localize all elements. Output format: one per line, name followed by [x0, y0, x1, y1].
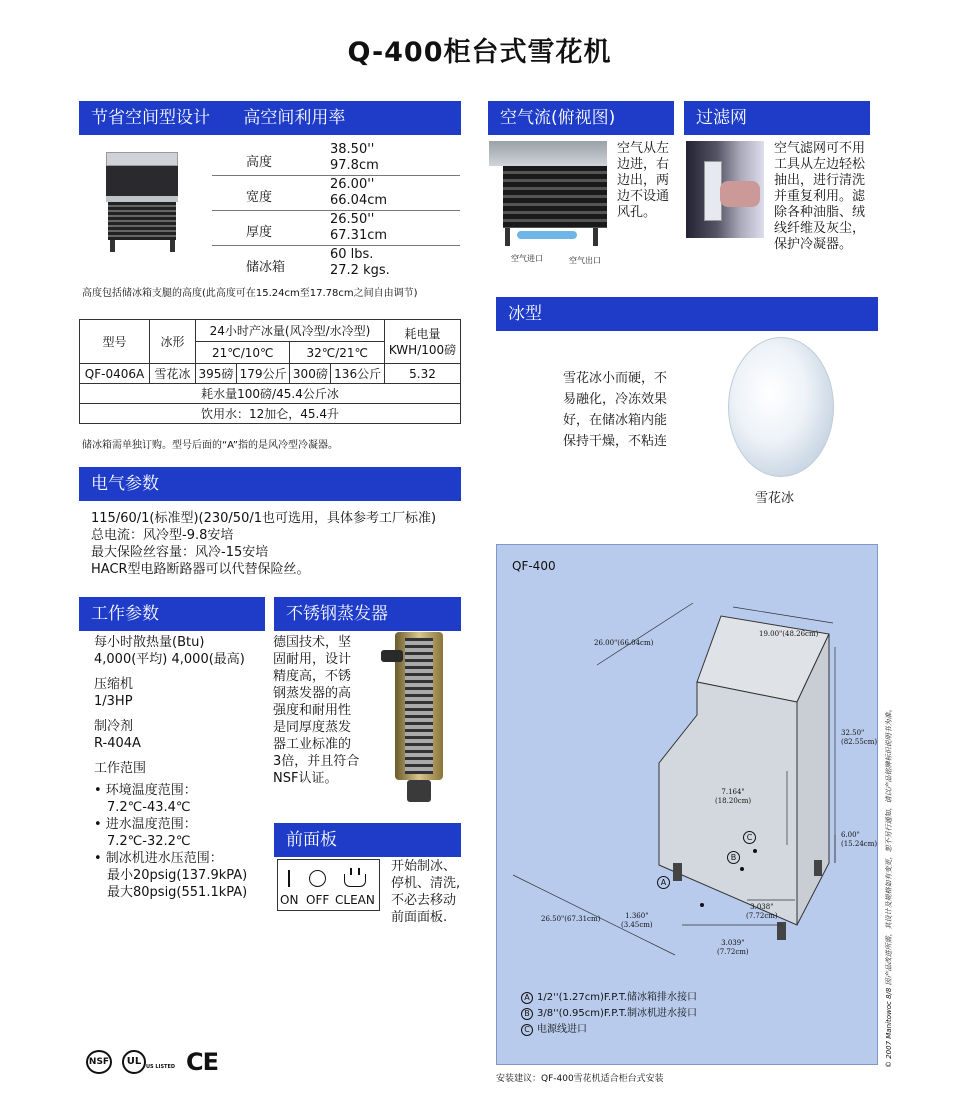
work-ref-value: R-404A — [94, 736, 141, 751]
dim-height: 32.50" (82.55cm) — [841, 729, 878, 746]
spec-value-in: 26.50'' — [330, 212, 375, 227]
spec-value-in: 38.50'' — [330, 142, 375, 157]
work-range-ambient-label: • 环境温度范围： — [94, 783, 197, 798]
spec-label: 储冰箱 — [246, 260, 286, 275]
spec-value-cm: 27.2 kgs. — [330, 263, 390, 278]
clean-label: CLEAN — [335, 893, 375, 907]
on-icon — [288, 870, 290, 887]
dimension-drawing-panel — [496, 544, 878, 1065]
work-range-pressure-max: 最大80psig(551.1kPA) — [107, 885, 248, 900]
electric-line: HACR型电路断路器可以代替保险丝。 — [91, 562, 310, 577]
work-range-pressure-label: • 制冰机进水压范围： — [94, 851, 223, 866]
certification-logos — [86, 1048, 226, 1076]
ice-caption: 雪花冰 — [755, 491, 795, 506]
section-airflow-header: 空气流(俯视图) — [488, 101, 674, 135]
dim-width: 26.00"(66.04cm) — [594, 639, 654, 647]
front-panel-controls — [277, 859, 380, 911]
snowflake-ice-image — [728, 337, 834, 477]
work-range-ambient-value: 7.2℃-43.4℃ — [107, 800, 191, 815]
spec-value-cm: 66.04cm — [330, 193, 388, 208]
dim-6: 6.00" (15.24cm) — [841, 831, 878, 848]
spec-label: 高度 — [246, 155, 273, 170]
spec-value-cm: 67.31cm — [330, 228, 388, 243]
ul-logo: UL — [122, 1050, 146, 1074]
ce-logo: CE — [186, 1048, 219, 1076]
filter-image — [686, 141, 764, 238]
work-range-water-label: • 进水温度范围： — [94, 817, 197, 832]
ice-text: 雪花冰小而硬，不 易融化，冷冻效果 好，在储冰箱内能 保持干燥，不粘连 — [563, 371, 668, 449]
electric-params — [91, 510, 436, 578]
section-space-title: 节省空间型设计 — [91, 108, 210, 128]
air-out-label: 空气出口 — [569, 256, 601, 265]
table-header-output: 24小时产冰量(风冷型/水冷型) — [196, 320, 385, 342]
electric-line: 115/60/1(标准型)(230/50/1也可选用，具体参考工厂标准) — [91, 511, 437, 526]
dim-depth-top: 19.00"(48.26cm) — [759, 630, 819, 638]
section-front-panel-header: 前面板 — [274, 823, 461, 857]
table-cell-model: QF-0406A — [80, 364, 150, 384]
airflow-text: 空气从左 边进，右 边出，两 边不设通 风孔。 — [617, 141, 670, 220]
table-header-power: 耗电量 KWH/100磅 — [385, 320, 461, 364]
table-cell-water: 耗水量100磅/45.4公斤冰 — [80, 384, 461, 404]
section-filter-header: 过滤网 — [684, 101, 870, 135]
evaporator-image — [381, 628, 459, 804]
marker-c: C — [743, 831, 756, 844]
off-icon — [309, 870, 326, 887]
work-heat-label: 每小时散热量(Btu) — [94, 635, 205, 650]
spec-label: 厚度 — [246, 225, 273, 240]
airflow-image — [489, 141, 607, 269]
table-cell-output: 395磅 — [196, 364, 237, 384]
work-heat-value: 4,000(平均) 4,000(最高) — [94, 652, 245, 667]
ul-listed-label: US LISTED — [146, 1064, 176, 1070]
section-evaporator-header: 不锈钢蒸发器 — [274, 597, 461, 631]
dim-7164: 7.164" (18.20cm) — [715, 788, 752, 805]
table-cell-power: 5.32 — [385, 364, 461, 384]
spec-row-bin — [212, 246, 460, 281]
drawing-legend: A 1/2''(1.27cm)F.P.T.储冰箱排水接口 B 3/8''(0.95cm)F.P.T.制冰机进水接口 C 电源线进口 — [521, 990, 697, 1038]
table-cell-output: 300磅 — [290, 364, 331, 384]
marker-a: A — [657, 876, 670, 889]
section-space-header — [79, 101, 461, 135]
air-in-label: 空气进口 — [511, 254, 543, 263]
work-range-water-value: 7.2℃-32.2℃ — [107, 834, 191, 849]
section-electric-header: 电气参数 — [79, 467, 461, 501]
section-ice-type-header: 冰型 — [496, 297, 878, 331]
dimension-drawing — [497, 545, 879, 1066]
spec-value-in: 26.00'' — [330, 177, 375, 192]
dim-3038: 3.038" (7.72cm) — [746, 903, 778, 920]
height-note: 高度包括储冰箱支腿的高度(此高度可在15.24cm至17.78cm之间自由调节) — [82, 288, 418, 299]
dim-depth: 26.50"(67.31cm) — [541, 915, 601, 923]
legend-a: 1/2''(1.27cm)F.P.T.储冰箱排水接口 — [537, 992, 697, 1003]
dim-3039: 3.039" (7.72cm) — [717, 939, 749, 956]
dim-1360: 1.360" (3.45cm) — [621, 912, 653, 929]
spec-value-cm: 97.8cm — [330, 158, 379, 173]
work-params — [94, 634, 247, 901]
clean-icon — [344, 868, 366, 887]
table-header-model: 型号 — [80, 320, 150, 364]
evaporator-text: 德国技术，坚 固耐用，设计 精度高，不锈 钢蒸发器的高 强度和耐用性 是同厚度蒸发 器工业标准的 3倍，并且符合 NSF认证。 — [273, 635, 360, 786]
front-panel-text: 开始制冰、 停机、清洗, 不必去移动 前面面板. — [391, 859, 461, 925]
electric-line: 总电流：风冷型-9.8安培 — [91, 528, 234, 543]
legend-b: 3/8''(0.95cm)F.P.T.制冰机进水接口 — [537, 1008, 697, 1019]
section-space-subtitle: 高空间利用率 — [243, 108, 346, 128]
table-header-shape: 冰形 — [150, 320, 196, 364]
table-header-temp2: 32℃/21℃ — [290, 342, 385, 364]
off-label: OFF — [306, 893, 330, 907]
marker-b: B — [727, 851, 740, 864]
spec-label: 宽度 — [246, 190, 273, 205]
electric-line: 最大保险丝容量：风冷-15安培 — [91, 545, 269, 560]
on-label: ON — [280, 893, 299, 907]
work-comp-value: 1/3HP — [94, 694, 133, 709]
spec-value-in: 60 lbs. — [330, 247, 374, 262]
table-cell-output: 179公斤 — [236, 364, 290, 384]
section-work-header: 工作参数 — [79, 597, 265, 631]
work-comp-label: 压缩机 — [94, 677, 134, 692]
table-note: 储冰箱需单独订购。型号后面的“A”指的是风冷型冷凝器。 — [82, 440, 338, 451]
leg — [673, 863, 682, 881]
table-cell-output: 136公斤 — [331, 364, 385, 384]
spec-row-height — [212, 141, 460, 176]
table-cell-shape: 雪花冰 — [150, 364, 196, 384]
table-header-temp1: 21℃/10℃ — [196, 342, 290, 364]
production-table — [79, 319, 461, 424]
spec-row-depth — [212, 211, 460, 246]
filter-text: 空气滤网可不用 工具从左边轻松 抽出，进行清洗 并重复利用。滤 除各种油脂、绒 线纤维及灰尘， 保护冷凝器。 — [774, 141, 866, 252]
spec-row-width — [212, 176, 460, 211]
table-cell-drink: 饮用水：12加仑，45.4升 — [80, 404, 461, 424]
legend-c: 电源线进口 — [537, 1024, 587, 1035]
leg — [814, 860, 822, 876]
work-range-pressure-min: 最小20psig(137.9kPA) — [107, 868, 248, 883]
work-ref-label: 制冷剂 — [94, 719, 134, 734]
install-note: 安装建议：QF-400雪花机适合柜台式安装 — [496, 1074, 664, 1084]
drawing-model-label: QF-400 — [512, 559, 556, 573]
page-title: Q-400柜台式雪花机 — [347, 37, 612, 68]
work-range-label: 工作范围 — [94, 761, 147, 776]
side-note: © 2007 Manitowoc 8/8 因产品改进所需，其设计及规格如有变更，恕不另行通知，请以产品铭牌标识说明书为准。 — [885, 705, 893, 1068]
ice-machine-image — [100, 152, 184, 254]
nsf-logo: NSF — [86, 1050, 112, 1074]
